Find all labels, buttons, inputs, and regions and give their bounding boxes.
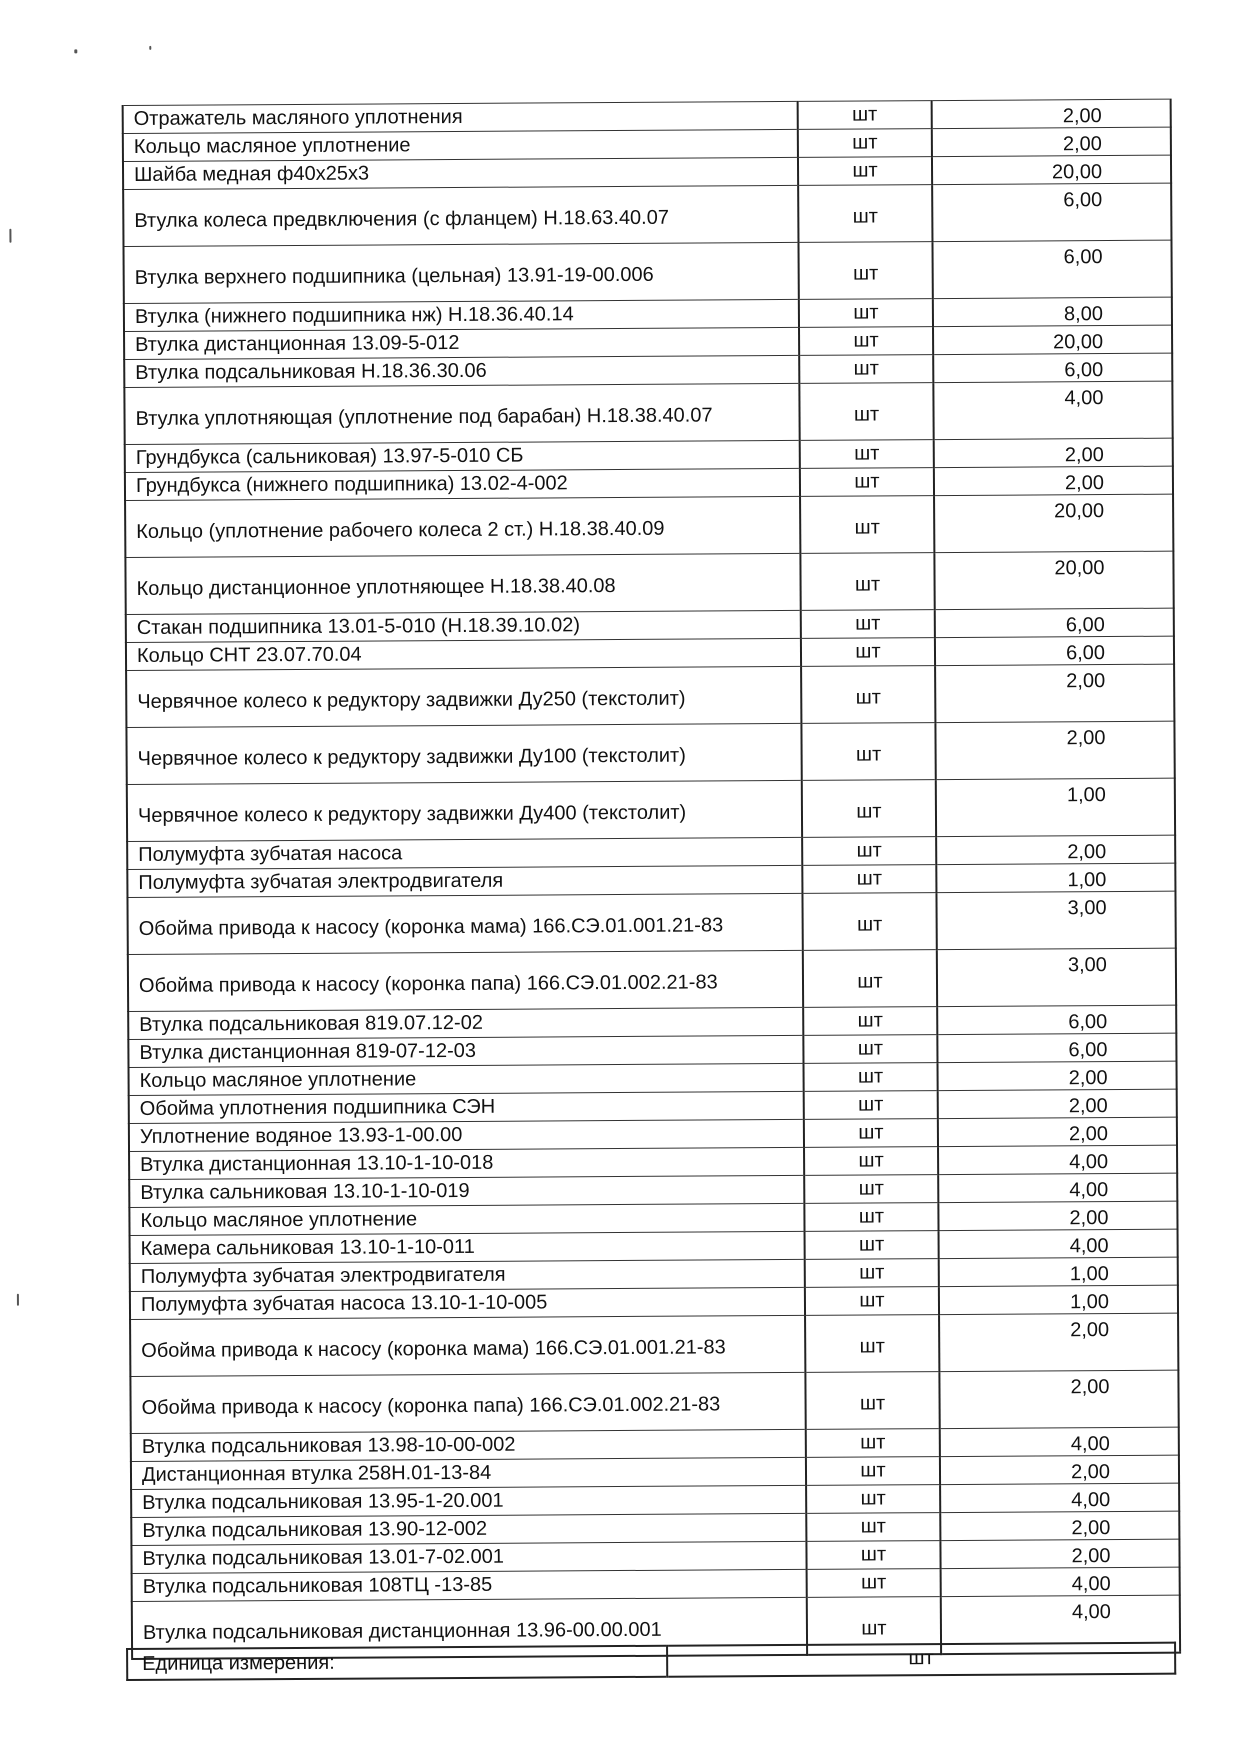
table-row	[123, 183, 1171, 246]
item-name-cell: Шайба медная ф40х25х3	[123, 157, 798, 189]
unit-cell: шт	[801, 610, 935, 639]
quantity-cell: 1,00	[939, 1257, 1178, 1286]
item-name-cell: Втулка подсальниковая дистанционная 13.96-00.00.001	[132, 1597, 807, 1658]
unit-footer-row	[127, 1643, 1175, 1680]
scan-speck	[149, 46, 151, 50]
unit-cell: шт	[805, 1259, 939, 1288]
quantity-cell: 4,00	[939, 1229, 1178, 1258]
item-name-cell: Полумуфта зубчатая насоса	[127, 837, 802, 869]
item-name-cell: Полумуфта зубчатая насоса 13.10-1-10-005	[130, 1287, 805, 1319]
item-name-cell: Грундбукса (сальниковая) 13.97-5-010 СБ	[125, 440, 800, 472]
unit-cell: шт	[804, 1203, 938, 1232]
quantity-cell: 2,00	[932, 99, 1171, 128]
unit-cell: шт	[805, 1372, 939, 1430]
quantity-cell: 4,00	[940, 1483, 1179, 1512]
unit-cell: шт	[799, 355, 933, 384]
quantity-cell: 2,00	[940, 1511, 1179, 1540]
unit-cell: шт	[806, 1541, 940, 1570]
item-name-cell: Втулка верхнего подшипника (цельная) 13.91-19-00.006	[123, 242, 798, 303]
unit-cell: шт	[798, 101, 932, 130]
unit-cell: шт	[807, 1569, 941, 1598]
item-name-cell: Кольцо дистанционное уплотняющее Н.18.38.40.08	[125, 553, 800, 614]
unit-cell: шт	[805, 1287, 939, 1316]
item-name-cell: Втулка (нижнего подшипника нж) Н.18.36.40.14	[124, 299, 799, 331]
unit-footer-value: шт	[908, 1647, 934, 1670]
unit-cell: шт	[798, 242, 932, 300]
table-row	[125, 494, 1173, 557]
unit-cell: шт	[806, 1485, 940, 1514]
table-row	[130, 1313, 1178, 1376]
unit-cell: шт	[801, 638, 935, 667]
unit-cell: шт	[802, 780, 936, 838]
table-row	[126, 664, 1174, 727]
item-name-cell: Втулка дистанционная 819-07-12-03	[128, 1035, 803, 1067]
quantity-cell: 2,00	[938, 1201, 1177, 1230]
item-name-cell: Втулка колеса предвключения (с фланцем) Н.18.63.40.07	[123, 185, 798, 246]
unit-cell: шт	[803, 1035, 937, 1064]
unit-cell: шт	[807, 1597, 941, 1655]
item-name-cell: Кольцо СНТ 23.07.70.04	[126, 638, 801, 670]
unit-cell: шт	[798, 185, 932, 243]
item-name-cell: Червячное колесо к редуктору задвижки Ду250 (текстолит)	[126, 666, 801, 727]
unit-cell: шт	[804, 1175, 938, 1204]
unit-cell: шт	[803, 1063, 937, 1092]
scan-speck	[17, 1294, 19, 1306]
item-name-cell: Втулка подсальниковая 13.01-7-02.001	[131, 1541, 806, 1573]
unit-footer	[126, 1642, 1176, 1681]
item-name-cell: Кольцо (уплотнение рабочего колеса 2 ст.) Н.18.38.40.09	[125, 496, 800, 557]
item-name-cell: Втулка подсальниковая 13.90-12-002	[131, 1513, 806, 1545]
quantity-cell: 6,00	[933, 353, 1172, 382]
table-row	[128, 948, 1176, 1011]
item-name-cell: Полумуфта зубчатая электродвигателя	[130, 1259, 805, 1291]
unit-cell: шт	[805, 1315, 939, 1373]
item-name-cell: Обойма привода к насосу (коронка мама) 166.СЭ.01.001.21-83	[127, 893, 802, 954]
unit-cell: шт	[802, 837, 936, 866]
quantity-cell: 2,00	[934, 438, 1173, 467]
quantity-cell: 4,00	[938, 1173, 1177, 1202]
table-row	[126, 721, 1174, 784]
quantity-cell: 6,00	[932, 183, 1171, 241]
unit-cell: шт	[806, 1429, 940, 1458]
quantity-cell: 3,00	[936, 891, 1175, 949]
quantity-cell: 20,00	[934, 494, 1173, 552]
item-name-cell: Стакан подшипника 13.01-5-010 (Н.18.39.10.02)	[126, 610, 801, 642]
quantity-cell: 2,00	[932, 127, 1171, 156]
quantity-cell: 2,00	[934, 466, 1173, 495]
item-name-cell: Втулка подсальниковая 819.07.12-02	[128, 1007, 803, 1039]
item-name-cell: Червячное колесо к редуктору задвижки Ду100 (текстолит)	[126, 723, 801, 784]
table-row	[124, 381, 1172, 444]
quantity-cell: 8,00	[933, 297, 1172, 326]
table-row	[130, 1370, 1178, 1433]
item-name-cell: Втулка подсальниковая Н.18.36.30.06	[124, 355, 799, 387]
quantity-cell: 1,00	[936, 778, 1175, 836]
unit-cell: шт	[802, 893, 936, 951]
item-name-cell: Втулка подсальниковая 13.98-10-00-002	[131, 1429, 806, 1461]
unit-footer-label: Единица измерения:	[127, 1646, 667, 1680]
quantity-cell: 2,00	[935, 664, 1174, 722]
unit-cell: шт	[803, 950, 937, 1008]
table-row	[127, 891, 1175, 954]
unit-cell: шт	[798, 129, 932, 158]
unit-cell: шт	[799, 299, 933, 328]
quantity-cell: 20,00	[933, 325, 1172, 354]
unit-cell: шт	[801, 723, 935, 781]
quantity-cell: 6,00	[935, 608, 1174, 637]
unit-cell: шт	[804, 1091, 938, 1120]
unit-cell: шт	[801, 666, 935, 724]
unit-cell: шт	[800, 440, 934, 469]
quantity-cell: 1,00	[936, 863, 1175, 892]
table-row	[123, 240, 1171, 303]
quantity-cell: 2,00	[935, 721, 1174, 779]
item-name-cell: Кольцо масляное уплотнение	[129, 1203, 804, 1235]
quantity-cell: 6,00	[937, 1005, 1176, 1034]
scan-speck	[9, 229, 11, 243]
quantity-cell: 4,00	[938, 1145, 1177, 1174]
quantity-cell: 2,00	[937, 1061, 1176, 1090]
quantity-cell: 2,00	[938, 1089, 1177, 1118]
quantity-cell: 6,00	[932, 240, 1171, 298]
quantity-cell: 4,00	[940, 1427, 1179, 1456]
item-name-cell: Втулка дистанционная 13.10-1-10-018	[129, 1147, 804, 1179]
unit-cell: шт	[802, 865, 936, 894]
item-name-cell: Обойма привода к насосу (коронка мама) 166.СЭ.01.001.21-83	[130, 1315, 805, 1376]
quantity-cell: 4,00	[941, 1595, 1180, 1653]
item-name-cell: Обойма привода к насосу (коронка папа) 166.СЭ.01.002.21-83	[128, 950, 803, 1011]
quantity-cell: 2,00	[938, 1117, 1177, 1146]
quantity-cell: 20,00	[932, 155, 1171, 184]
item-name-cell: Полумуфта зубчатая электродвигателя	[127, 865, 802, 897]
quantity-cell: 2,00	[939, 1313, 1178, 1371]
quantity-cell: 1,00	[939, 1285, 1178, 1314]
quantity-cell: 2,00	[940, 1455, 1179, 1484]
unit-cell: шт	[805, 1231, 939, 1260]
item-name-cell: Втулка уплотняющая (уплотнение под барабан) Н.18.38.40.07	[124, 383, 799, 444]
item-name-cell: Втулка сальниковая 13.10-1-10-019	[129, 1175, 804, 1207]
item-name-cell: Грундбукса (нижнего подшипника) 13.02-4-002	[125, 468, 800, 500]
quantity-cell: 6,00	[935, 636, 1174, 665]
unit-cell: шт	[799, 327, 933, 356]
unit-cell: шт	[803, 1007, 937, 1036]
quantity-cell: 2,00	[939, 1370, 1178, 1428]
quantity-cell: 20,00	[934, 551, 1173, 609]
item-name-cell: Втулка подсальниковая 108ТЦ -13-85	[132, 1569, 807, 1601]
table-row	[127, 778, 1175, 841]
item-name-cell: Червячное колесо к редуктору задвижки Ду400 (текстолит)	[127, 780, 802, 841]
quantity-cell: 3,00	[937, 948, 1176, 1006]
item-name-cell: Камера сальниковая 13.10-1-10-011	[130, 1231, 805, 1263]
item-name-cell: Дистанционная втулка 258Н.01-13-84	[131, 1457, 806, 1489]
quantity-cell: 2,00	[936, 835, 1175, 864]
unit-cell: шт	[806, 1457, 940, 1486]
quantity-cell: 4,00	[933, 381, 1172, 439]
unit-cell: шт	[804, 1147, 938, 1176]
item-name-cell: Уплотнение водяное 13.93-1-00.00	[129, 1119, 804, 1151]
unit-cell: шт	[800, 496, 934, 554]
table-row	[125, 551, 1173, 614]
parts-table-body	[123, 99, 1180, 1658]
unit-cell: шт	[800, 468, 934, 497]
parts-table	[122, 99, 1181, 1660]
quantity-cell: 4,00	[941, 1567, 1180, 1596]
unit-cell: шт	[806, 1513, 940, 1542]
item-name-cell: Кольцо масляное уплотнение	[123, 129, 798, 161]
scan-speck	[74, 49, 77, 53]
item-name-cell: Обойма уплотнения подшипника СЭН	[129, 1091, 804, 1123]
item-name-cell: Втулка дистанционная 13.09-5-012	[124, 327, 799, 359]
item-name-cell: Обойма привода к насосу (коронка папа) 166.СЭ.01.002.21-83	[130, 1372, 805, 1433]
quantity-cell: 2,00	[940, 1539, 1179, 1568]
item-name-cell: Втулка подсальниковая 13.95-1-20.001	[131, 1485, 806, 1517]
quantity-cell: 6,00	[937, 1033, 1176, 1062]
unit-cell: шт	[798, 157, 932, 186]
unit-cell: шт	[804, 1119, 938, 1148]
unit-cell: шт	[800, 553, 934, 611]
item-name-cell: Кольцо масляное уплотнение	[129, 1063, 804, 1095]
item-name-cell: Отражатель масляного уплотнения	[123, 101, 798, 133]
unit-cell: шт	[799, 383, 933, 441]
